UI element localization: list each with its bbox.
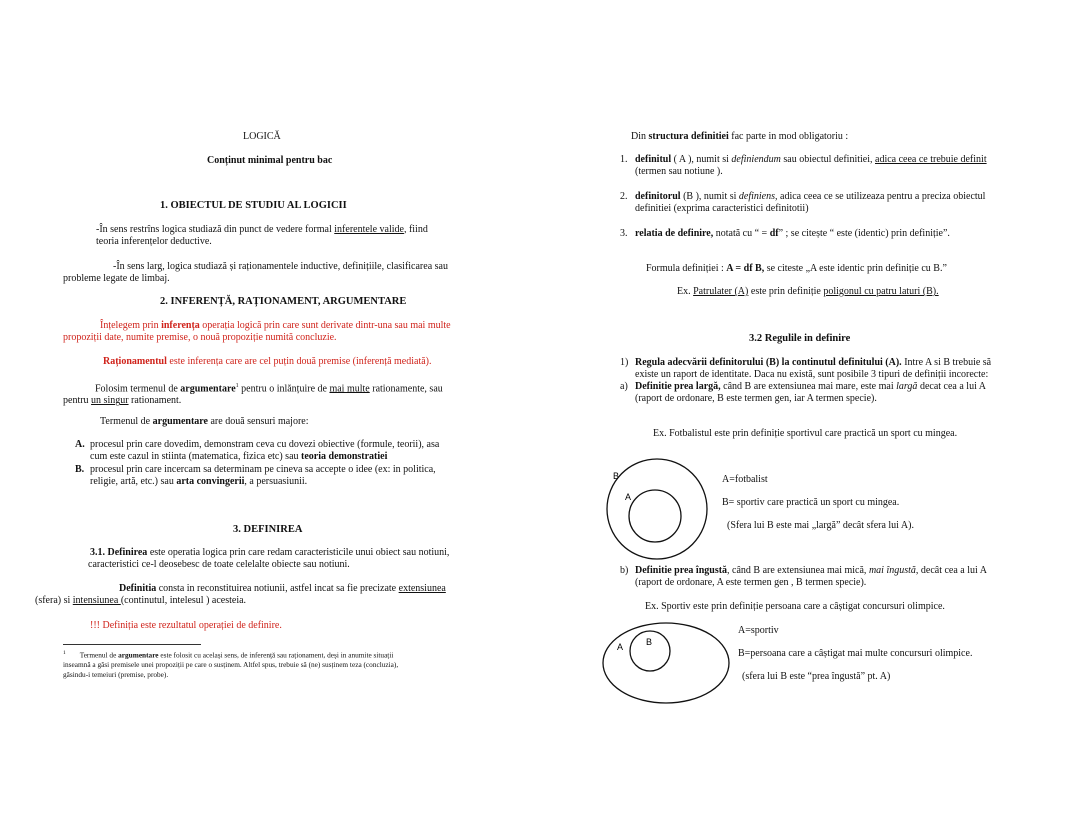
footnote bbox=[63, 648, 483, 680]
text: Intre A si B trebuie să bbox=[901, 357, 992, 368]
text: (raport de ordonare, A este termen gen , B termen specie). bbox=[635, 577, 867, 588]
text: Termenul de bbox=[100, 416, 153, 427]
text-bold: 3.1. bbox=[90, 547, 108, 558]
text-italic: mai îngustă bbox=[868, 565, 916, 576]
text: , a persuasiunii. bbox=[244, 476, 308, 487]
diagram-2-note: (sfera lui B este “prea îngustă” pt. A) bbox=[742, 671, 891, 682]
venn-diagram-too-narrow bbox=[600, 620, 735, 710]
text-bold: argumentare bbox=[118, 650, 159, 660]
text-underlined: Patrulater (A) bbox=[693, 286, 749, 297]
text: probleme legate de limbaj. bbox=[63, 273, 170, 284]
text: procesul prin care incercam sa determinam pe cineva sa accepte o idee (ex: in politica, bbox=[90, 464, 436, 475]
rule-1-case-a bbox=[620, 381, 1020, 405]
inference-definition bbox=[63, 320, 483, 344]
footnote-separator bbox=[63, 644, 201, 645]
sphere-a-label: A bbox=[625, 492, 632, 502]
sphere-b-label: B bbox=[646, 637, 653, 647]
list-marker: A. bbox=[75, 439, 85, 450]
diagram-2-a: A=sportiv bbox=[738, 625, 779, 636]
argumentation-senses-intro bbox=[100, 416, 309, 428]
text-underlined: mai multe bbox=[329, 383, 370, 395]
text-bold: Definitie prea largă, bbox=[635, 381, 721, 392]
text-italic: definiens, bbox=[738, 191, 778, 202]
section-3-heading: 3. DEFINIREA bbox=[233, 524, 303, 535]
text: Din bbox=[631, 131, 649, 142]
text-bold: inferența bbox=[161, 320, 200, 331]
list-marker: 1) bbox=[620, 357, 629, 368]
formula-example bbox=[677, 286, 939, 298]
text: ” ; se citește “ este (identic) prin definiție”. bbox=[778, 228, 950, 239]
section-3-2-heading: 3.2 Regulile in definire bbox=[749, 333, 851, 344]
text: existe un raport de identitate. Daca nu există, sunt posibile 3 tipuri de definiții incorecte: bbox=[635, 369, 989, 380]
list-marker: 1. bbox=[620, 154, 628, 165]
text: (continutul, intelesul ) acesteia. bbox=[120, 595, 247, 606]
text-bold: definitul bbox=[635, 154, 672, 165]
definition-result-note: !!! Definiția este rezultatul operației de definire. bbox=[90, 620, 282, 631]
section-1-heading: 1. OBIECTUL DE STUDIU AL LOGICII bbox=[160, 200, 347, 211]
sphere-b-label: B bbox=[613, 471, 620, 481]
text: inseamnă a găsi premisele unei propoziții pe care o susținem. Altfel spus, trebuie să (ne) susținem teza (concluzia), bbox=[63, 660, 399, 670]
text: operația logică prin care sunt derivate dintr-una sau mai multe bbox=[199, 320, 451, 331]
text: Ex. bbox=[677, 286, 694, 297]
argumentation-paragraph bbox=[63, 380, 483, 407]
text: propoziții date, numite premise, o nouă propoziție numită concluzie. bbox=[63, 332, 337, 343]
sphere-a-circle bbox=[629, 490, 681, 542]
reasoning-definition bbox=[103, 356, 432, 368]
definition-paragraph bbox=[88, 547, 480, 571]
diagram-2-b: B=persoana care a câștigat mai multe concursuri olimpice. bbox=[738, 648, 973, 659]
list-marker: 2. bbox=[620, 191, 628, 202]
text-bold: Definitie prea îngustă bbox=[635, 565, 728, 576]
text: este prin definiție bbox=[748, 286, 824, 297]
text: , decât cea a lui A bbox=[915, 565, 987, 576]
text: definitiei (exprima caracteristici definitotii) bbox=[635, 203, 809, 214]
text: Folosim termenul de bbox=[95, 383, 181, 395]
right-page bbox=[540, 0, 1080, 834]
rule-1 bbox=[620, 357, 1020, 381]
text: este folosit cu același sens, de inferență sau raționament, deși in anumite situații bbox=[158, 650, 394, 660]
text: se citeste „A este identic prin definiție cu B.” bbox=[764, 263, 947, 274]
sphere-a-label: A bbox=[617, 642, 624, 652]
text-underlined: adica ceea ce trebuie definit bbox=[875, 154, 987, 165]
footnote-ref[interactable]: 1 bbox=[235, 383, 239, 389]
list-marker: a) bbox=[620, 381, 628, 392]
footnote-mark: 1 bbox=[63, 650, 66, 656]
diagram-1-b: B= sportiv care practică un sport cu mingea. bbox=[722, 497, 900, 508]
text: caracteristici ce-l deosebesc de toate celelalte obiecte sau notiuni. bbox=[88, 559, 350, 570]
text-bold: relatia de definire, bbox=[635, 228, 714, 239]
text-bold: Definirea bbox=[107, 547, 148, 558]
structure-item-1 bbox=[620, 154, 1020, 178]
section-1-paragraph-2 bbox=[63, 261, 477, 285]
diagram-1-note: (Sfera lui B este mai „largă” decât sfera lui A). bbox=[727, 520, 914, 531]
doc-title: LOGICĂ bbox=[243, 131, 281, 142]
text: religie, artă, etc.) sau bbox=[90, 476, 177, 487]
text: (sfera) si bbox=[35, 595, 73, 606]
text: este operatia logica prin care redam caracteristicile unui obiect sau notiuni, bbox=[147, 547, 450, 558]
venn-diagram-too-wide bbox=[600, 456, 710, 566]
text: consta in reconstituirea notiunii, astfel incat sa fie precizate bbox=[156, 583, 399, 594]
text: este inferența care are cel puțin două premise (inferență mediată). bbox=[166, 356, 432, 367]
text: cum este cazul in stiinta (matematica, fizica etc) sau bbox=[90, 451, 302, 462]
text: -În sens restrîns logica studiază din punct de vedere formal bbox=[96, 224, 335, 235]
text: Termenul de bbox=[79, 650, 119, 660]
doc-subtitle: Conținut minimal pentru bac bbox=[207, 155, 333, 166]
structure-intro bbox=[631, 131, 848, 143]
text: (raport de ordonare, B este termen gen, iar A termen specie). bbox=[635, 393, 877, 404]
list-marker: 3. bbox=[620, 228, 628, 239]
text: teoria inferențelor deductive. bbox=[96, 236, 212, 247]
text: notată cu “ = bbox=[713, 228, 770, 239]
text-bold: teoria demonstratiei bbox=[301, 451, 388, 462]
text-underlined: poligonul cu patru laturi (B). bbox=[823, 286, 939, 297]
text: rationamente, sau bbox=[369, 383, 443, 395]
section-1-paragraph-1 bbox=[96, 224, 478, 248]
sphere-b-circle bbox=[607, 459, 707, 559]
text: sau obiectul definitiei, bbox=[780, 154, 875, 165]
text-bold: Definitia bbox=[119, 583, 157, 594]
text-underlined: extensiunea bbox=[398, 583, 446, 594]
text: adica ceea ce se utilizeaza pentru a preciza obiectul bbox=[777, 191, 986, 202]
text: (termen sau notiune ). bbox=[635, 166, 723, 177]
section-2-heading: 2. INFERENȚĂ, RAȚIONAMENT, ARGUMENTARE bbox=[160, 296, 407, 307]
text-italic: definiendum bbox=[731, 154, 781, 165]
text-bold: Regula adecvării definitorului (B) la continutul definitului (A). bbox=[635, 357, 902, 368]
text-bold: A = df B, bbox=[726, 263, 765, 274]
text: Formula definiției : bbox=[646, 263, 727, 274]
text: , când B are extensiunea mai mică, bbox=[727, 565, 869, 576]
text: ( A ), numit si bbox=[671, 154, 732, 165]
text-bold: definitorul bbox=[635, 191, 681, 202]
text-bold: argumentare bbox=[180, 383, 236, 395]
definition-formula bbox=[646, 263, 947, 275]
text-underlined: inferentele valide bbox=[334, 224, 404, 235]
text: , fiind bbox=[403, 224, 428, 235]
text: decat cea a lui A bbox=[917, 381, 987, 392]
text-underlined: intensiunea bbox=[72, 595, 121, 606]
text: găsindu-i temeiuri (premise, probe). bbox=[63, 670, 169, 680]
example-too-wide: Ex. Fotbalistul este prin definiție sportivul care practică un sport cu mingea. bbox=[653, 428, 958, 439]
text-bold: Raționamentul bbox=[103, 356, 167, 367]
text: fac parte in mod obligatoriu : bbox=[728, 131, 849, 142]
text: Înțelegem prin bbox=[100, 320, 162, 331]
structure-item-2 bbox=[620, 191, 1020, 215]
sense-b-item bbox=[75, 464, 477, 488]
text-underlined: un singur bbox=[91, 395, 129, 407]
sense-a-item bbox=[75, 439, 477, 463]
text-bold: arta convingerii bbox=[176, 476, 245, 487]
list-marker: B. bbox=[75, 464, 85, 475]
text-bold: df bbox=[769, 228, 779, 239]
example-too-narrow: Ex. Sportiv este prin definiție persoana care a câștigat concursuri olimpice. bbox=[645, 601, 945, 612]
rule-1-case-b bbox=[620, 565, 1025, 589]
text: (B ), numit si bbox=[680, 191, 739, 202]
text: rationament. bbox=[128, 395, 182, 407]
definitia-paragraph bbox=[35, 583, 480, 607]
text: când B are extensiunea mai mare, este mai bbox=[720, 381, 897, 392]
text: pentru bbox=[63, 395, 92, 407]
text-bold: argumentare bbox=[152, 416, 208, 427]
text: -În sens larg, logica studiază și raționamentele inductive, definițiile, clasificarea sau bbox=[113, 261, 448, 272]
text: are două sensuri majore: bbox=[207, 416, 309, 427]
diagram-1-a: A=fotbalist bbox=[722, 474, 768, 485]
text-italic: largă bbox=[896, 381, 918, 392]
text: procesul prin care dovedim, demonstram ceva cu dovezi obiective (formule, teorii), asa bbox=[90, 439, 440, 450]
text-bold: structura definitiei bbox=[648, 131, 729, 142]
text: pentru o inlănțuire de bbox=[238, 383, 330, 395]
list-marker: b) bbox=[620, 565, 629, 576]
structure-item-3 bbox=[620, 228, 1020, 240]
